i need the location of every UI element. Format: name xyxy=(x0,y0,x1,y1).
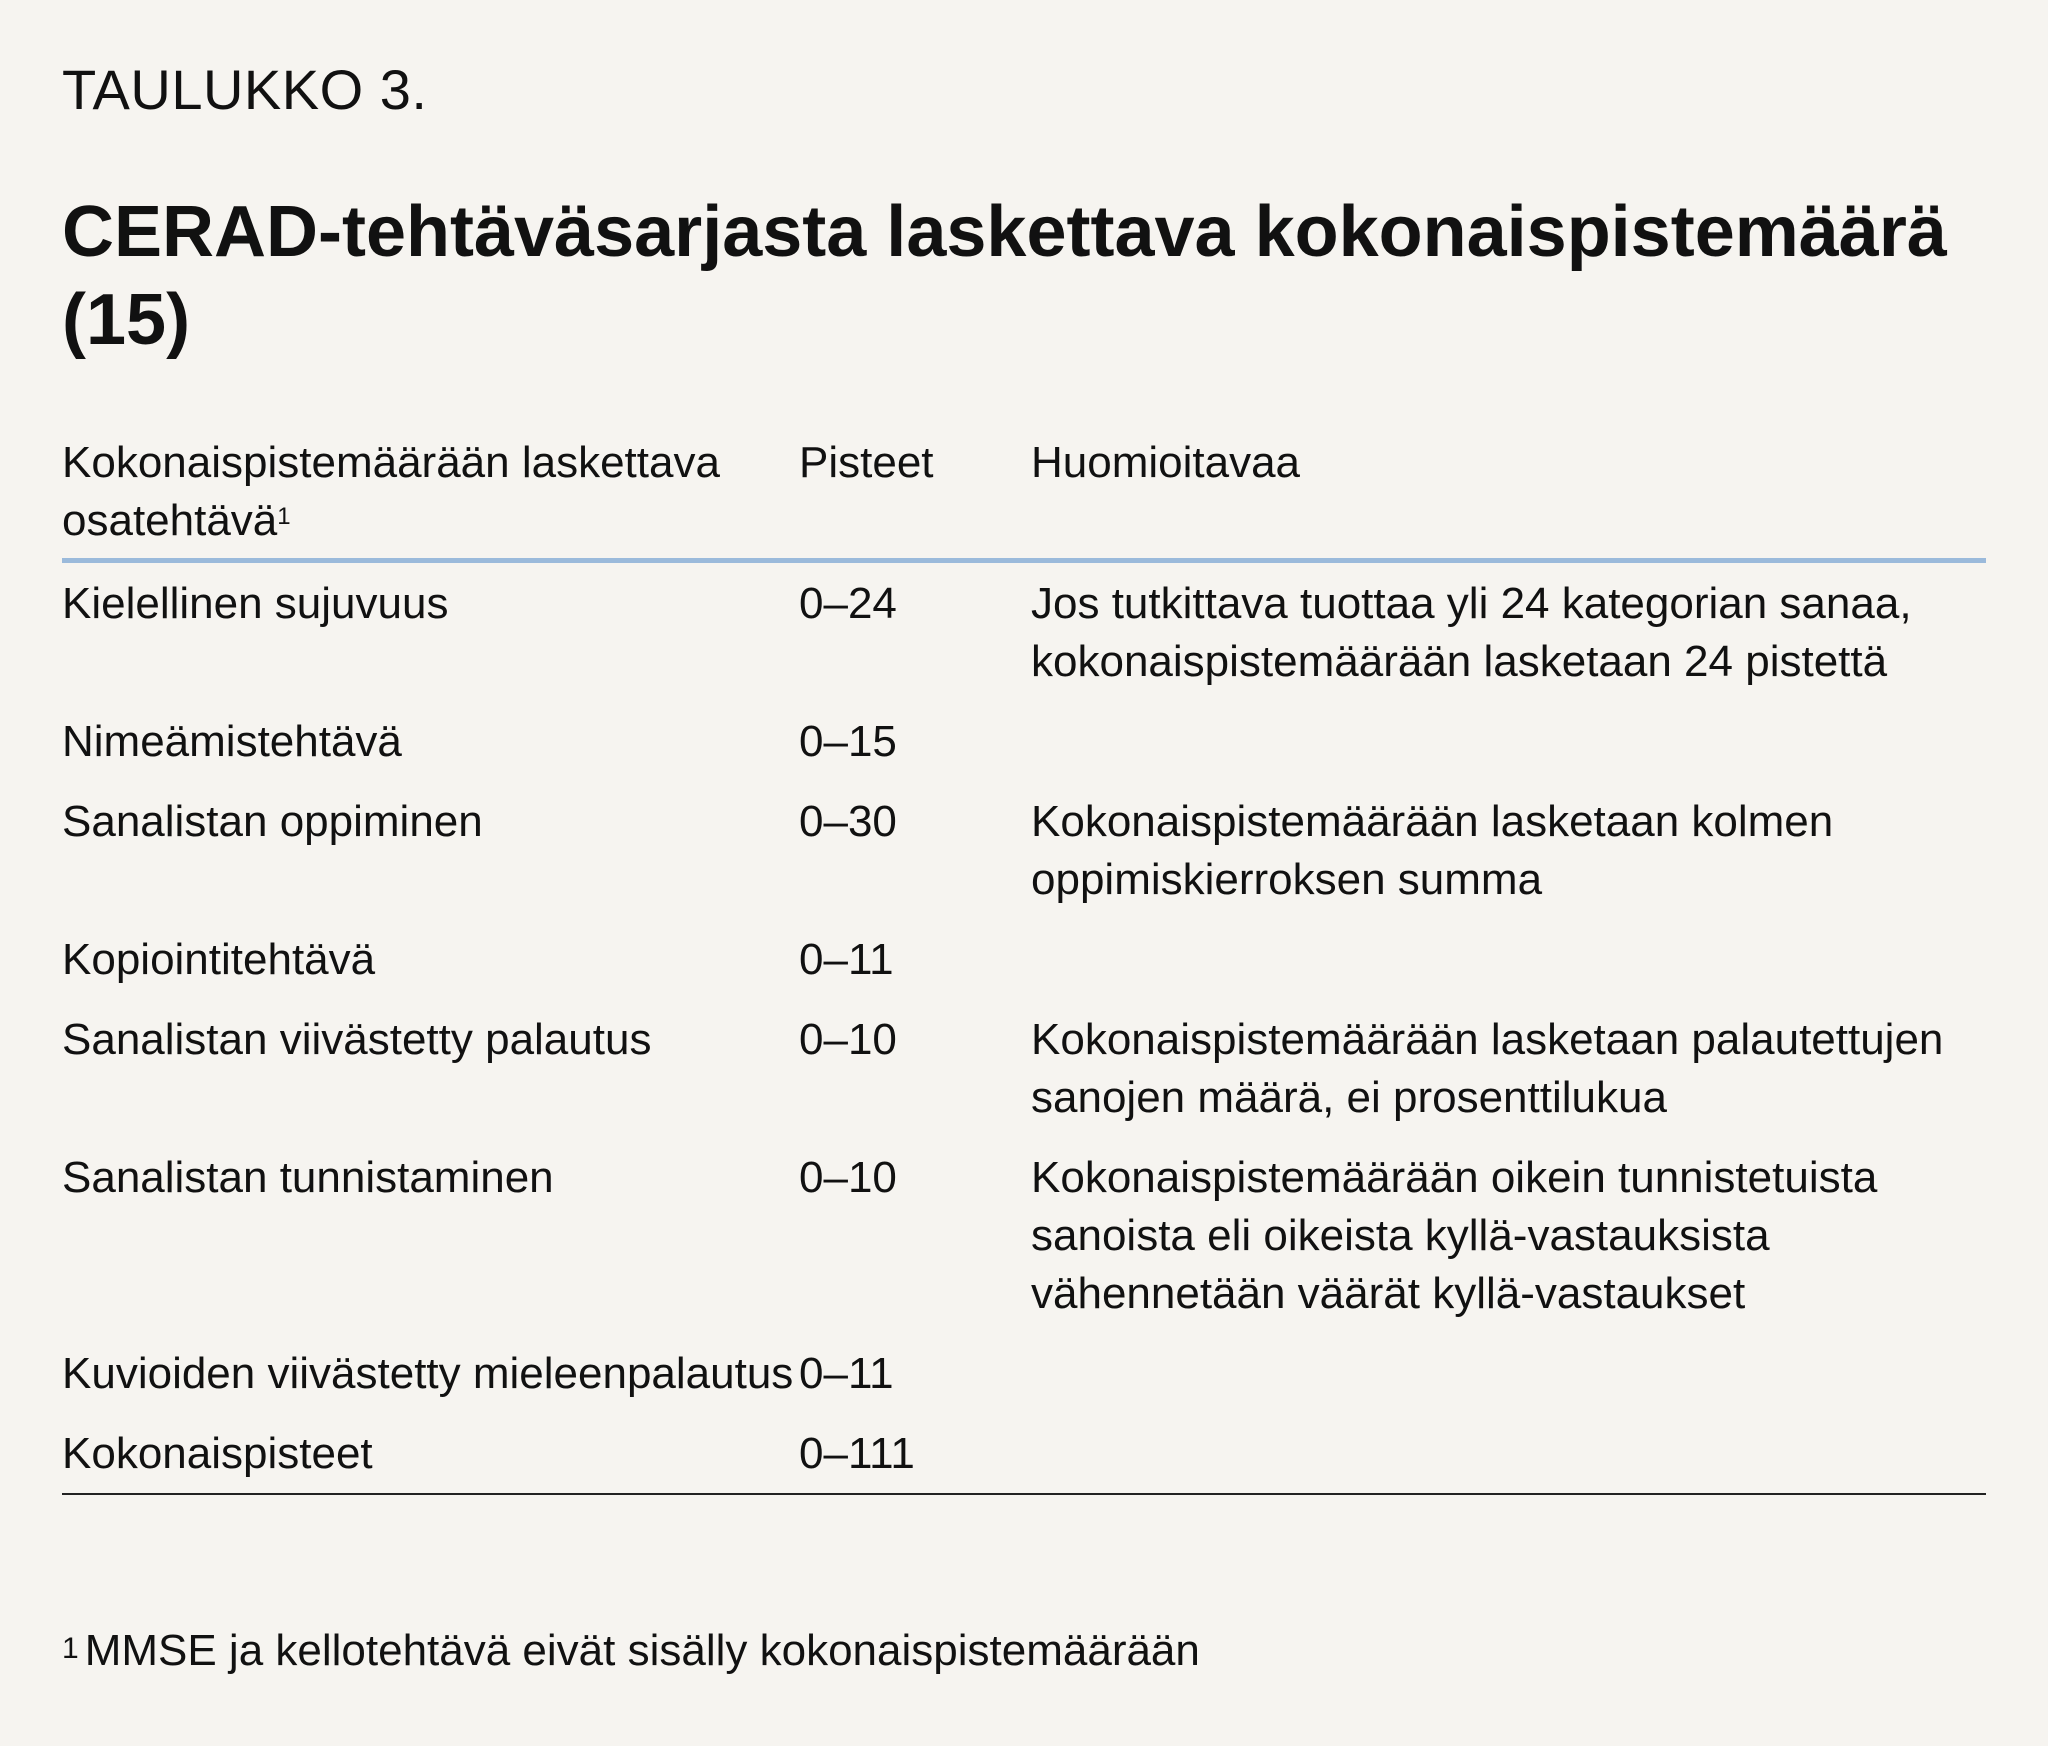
header-footnote-mark: 1 xyxy=(277,503,291,530)
cell-notes: Kokonaispistemäärään lasketaan palautettujen sanojen määrä, ei prosenttilukua xyxy=(1031,1015,1944,1122)
header-row xyxy=(62,430,1986,561)
cell-task: Kuvioiden viivästetty mieleenpalautus xyxy=(62,1349,794,1398)
table-row xyxy=(62,1345,1986,1425)
cell-points: 0–111 xyxy=(799,1425,1031,1494)
cell-notes: Kokonaispistemäärään oikein tunnistetuista sanoista eli oikeista kyllä-vastauksista vähennetään väärät kyllä-vastaukset xyxy=(1031,1153,1878,1318)
table-row xyxy=(62,1149,1986,1345)
cell-task: Kopiointitehtävä xyxy=(62,935,376,984)
table-row xyxy=(62,931,1986,1011)
footnote-mark: 1 xyxy=(62,1632,79,1665)
table-title: CERAD-tehtäväsarjasta laskettava kokonaispistemäärä (15) xyxy=(62,192,1947,360)
cell-points: 0–10 xyxy=(799,1153,897,1202)
cell-task: Kielellinen sujuvuus xyxy=(62,579,449,628)
table-body xyxy=(62,561,1986,1495)
table-header xyxy=(62,430,1986,561)
cell-points: 0–24 xyxy=(799,579,897,628)
cell-points: 0–30 xyxy=(799,797,897,846)
table-footnote xyxy=(62,1622,1200,1680)
cell-notes xyxy=(1031,931,1986,1011)
cell-points: 0–15 xyxy=(799,717,897,766)
cell-task: Sanalistan tunnistaminen xyxy=(62,1153,554,1202)
cell-task: Sanalistan viivästetty palautus xyxy=(62,1015,652,1064)
header-task xyxy=(62,430,799,561)
cell-notes xyxy=(1031,713,1986,793)
cell-points: 0–11 xyxy=(799,1349,894,1398)
table-row xyxy=(62,1011,1986,1149)
cell-task: Nimeämistehtävä xyxy=(62,717,402,766)
table-row xyxy=(62,793,1986,931)
cell-notes xyxy=(1031,1345,1986,1425)
cell-points: 0–11 xyxy=(799,935,894,984)
cerad-scoring-table xyxy=(62,430,1986,1495)
table-row xyxy=(62,561,1986,714)
cell-points: 0–10 xyxy=(799,1015,897,1064)
header-task-label: Kokonaispistemäärään laskettava osatehtävä xyxy=(62,438,720,545)
cell-notes: Kokonaispistemäärään lasketaan kolmen oppimiskierroksen summa xyxy=(1031,797,1834,904)
footnote-text: MMSE ja kellotehtävä eivät sisälly kokonaispistemäärään xyxy=(84,1626,1200,1675)
header-notes: Huomioitavaa xyxy=(1031,430,1986,561)
cell-task: Kokonaispisteet xyxy=(62,1425,799,1494)
cell-notes: Jos tutkittava tuottaa yli 24 kategorian sanaa, kokonaispistemäärään lasketaan 24 pistettä xyxy=(1031,579,1912,686)
cell-notes xyxy=(1031,1425,1986,1494)
table-row xyxy=(62,713,1986,793)
table-label: TAULUKKO 3. xyxy=(62,58,428,121)
table-row-total xyxy=(62,1425,1986,1494)
header-points: Pisteet xyxy=(799,430,1031,561)
cell-task: Sanalistan oppiminen xyxy=(62,797,483,846)
